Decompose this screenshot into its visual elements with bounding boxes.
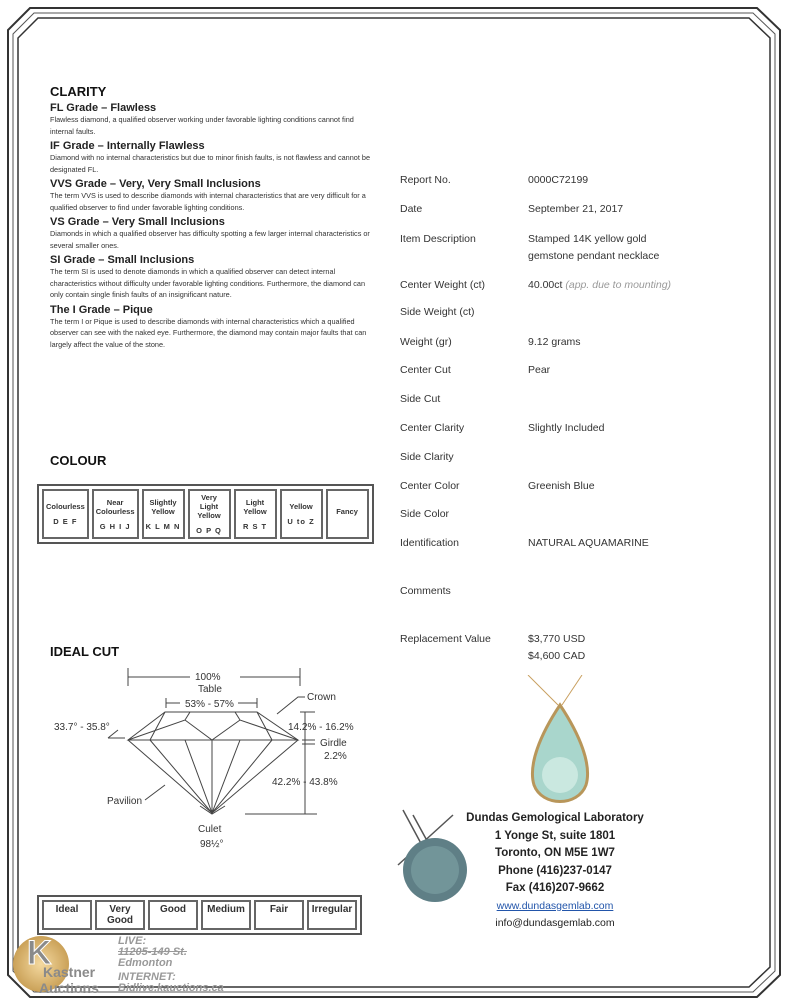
report-value-text: Stamped 14K yellow gold <box>528 233 647 245</box>
clarity-grades <box>50 102 370 350</box>
culet-value: 98½° <box>200 839 224 850</box>
cut-grade-cell: Very Good <box>95 900 145 930</box>
report-label: Center Cut <box>400 364 451 376</box>
report-value-text: 9.12 grams <box>528 336 581 348</box>
report-label: Identification <box>400 537 459 549</box>
cut-grade-cell: Ideal <box>42 900 92 930</box>
report-value <box>528 478 595 495</box>
report-value-text: Pear <box>528 364 551 376</box>
colour-name: Fancy <box>336 506 358 516</box>
logo-brand-line2: Auctions <box>39 980 99 996</box>
report-value <box>528 231 659 265</box>
lab-address2: Toronto, ON M5E 1W7 <box>495 847 615 859</box>
report-value <box>528 277 671 294</box>
colour-cell <box>326 489 369 539</box>
clarity-grade-text: The term I or Pique is used to describe diamonds with internal characteristics which a qualified observer can see with the naked eye. Furthermore, the diamond may contain major faults that can largely affect the value of the stone. <box>50 316 367 349</box>
cut-grade-cell: Good <box>148 900 198 930</box>
clarity-grade-text: The term VVS is used to describe diamonds with internal characteristics that are very difficult for a qualified observer to find under favorable lighting conditions. <box>50 191 366 212</box>
table-label: Table <box>198 684 222 695</box>
lab-email: info@dundasgemlab.com <box>495 917 615 929</box>
report-value <box>528 334 581 351</box>
clarity-grade-heading: The I Grade – Pique <box>50 303 153 316</box>
report-label: Replacement Value <box>400 633 491 645</box>
report-value-text: $3,770 USD <box>528 633 586 645</box>
colour-grades: D E F <box>53 517 78 526</box>
colour-grades: U to Z <box>287 517 315 526</box>
colour-scale-table <box>37 484 374 544</box>
clarity-grade-text: Diamonds in which a qualified observer has difficulty spotting a few larger internal characteristics or several smaller ones. <box>50 229 370 250</box>
colour-cell <box>234 489 277 539</box>
kastner-auctions-logo <box>5 934 110 1000</box>
colour-cell <box>188 489 231 539</box>
pavilion-label: Pavilion <box>107 796 143 807</box>
colour-title: COLOUR <box>50 453 107 468</box>
report-value-text: 0000C72199 <box>528 174 589 186</box>
report-value-text: September 21, 2017 <box>528 203 624 215</box>
colour-name: Light Yellow <box>243 497 267 516</box>
lab-phone: Phone (416)237-0147 <box>498 864 612 877</box>
cut-grade-cell: Irregular <box>307 900 357 930</box>
colour-name: Colourless <box>46 502 85 511</box>
crown-label: Crown <box>307 692 336 703</box>
culet-label: Culet <box>198 824 222 835</box>
clarity-grade-heading: IF Grade – Internally Flawless <box>50 140 205 152</box>
cut-grade-table <box>37 895 362 935</box>
girdle-label: Girdle <box>320 738 347 749</box>
clarity-title: CLARITY <box>50 84 107 99</box>
report-value-note: (app. due to mounting) <box>565 279 672 291</box>
live-label: LIVE: <box>118 935 147 947</box>
report-label: Report No. <box>400 174 451 186</box>
live-address2: Edmonton <box>118 957 173 969</box>
width-label: 100% <box>195 672 221 683</box>
colour-cell <box>42 489 89 539</box>
report-value-text: 40.00ct <box>528 279 563 291</box>
report-label: Comments <box>400 585 451 597</box>
pavilion-depth: 42.2% - 43.8% <box>272 777 338 788</box>
colour-grades: G H I J <box>99 521 131 531</box>
pendant-photo <box>520 675 600 815</box>
report-value-text: Slightly Included <box>528 422 605 434</box>
clarity-grade-text: The term SI is used to denote diamonds in which a qualified observer can detect internal characteristics without difficulty under favorable lighting conditions. Furthermore, the diamond can only contain single finish faults of an insignificant nature. <box>50 267 366 299</box>
report-value-text: Greenish Blue <box>528 480 595 492</box>
report-label: Side Clarity <box>400 451 454 463</box>
logo-k-icon: K <box>27 934 52 972</box>
clarity-grade-heading: FL Grade – Flawless <box>50 102 157 114</box>
colour-cell <box>280 489 323 539</box>
logo-brand-line1: Kastner <box>43 964 96 980</box>
report-label: Item Description <box>400 233 476 245</box>
report-label: Center Color <box>400 480 460 492</box>
cut-grade-cell: Fair <box>254 900 304 930</box>
report-value <box>528 172 588 189</box>
report-label: Center Weight (ct) <box>400 279 485 291</box>
report-value-text: NATURAL AQUAMARINE <box>528 537 649 549</box>
clarity-grade-text: Flawless diamond, a qualified observer working under favorable lighting conditions cannot find internal faults. <box>50 115 354 136</box>
ideal-cut-title: IDEAL CUT <box>50 644 120 659</box>
clarity-grade-heading: SI Grade – Small Inclusions <box>50 254 195 266</box>
internet-label: INTERNET: <box>118 971 176 983</box>
report-value-line2: gemstone pendant necklace <box>528 250 660 262</box>
report-label: Weight (gr) <box>400 336 452 348</box>
report-label: Date <box>400 203 423 215</box>
report-value-line2: $4,600 CAD <box>528 650 586 662</box>
girdle-value: 2.2% <box>324 751 347 762</box>
lab-website-link[interactable]: www.dundasgemlab.com <box>496 899 614 912</box>
clarity-section <box>50 84 370 350</box>
colour-name: Yellow <box>289 502 313 511</box>
live-address1: 11205-149 St. <box>118 946 187 958</box>
colour-cell <box>142 489 185 539</box>
report-label: Center Clarity <box>400 422 465 434</box>
cut-grade-cell: Medium <box>201 900 251 930</box>
table-value: 53% - 57% <box>185 699 234 710</box>
colour-name: Near Colourless <box>95 497 135 516</box>
colour-grades: O P Q <box>196 526 222 535</box>
report-label: Side Cut <box>400 393 441 405</box>
auction-watermark-text <box>118 936 224 994</box>
colour-name: Very Light Yellow <box>197 493 221 520</box>
clarity-grade-heading: VS Grade – Very Small Inclusions <box>50 216 225 228</box>
crown-angle: 33.7° - 35.8° <box>54 722 110 733</box>
lab-website <box>455 898 655 916</box>
report-value <box>528 201 623 218</box>
report-value <box>528 535 649 552</box>
colour-grades: R S T <box>242 521 268 531</box>
diamond-cut-diagram <box>40 660 380 852</box>
report-label: Side Weight (ct) <box>400 306 475 318</box>
colour-cell <box>92 489 139 539</box>
lab-name: Dundas Gemological Laboratory <box>466 812 644 824</box>
lab-info <box>455 810 655 933</box>
lab-fax: Fax (416)207-9662 <box>505 882 605 894</box>
report-value <box>528 420 604 437</box>
lab-address1: 1 Yonge St, suite 1801 <box>494 829 616 842</box>
clarity-grade-text: Diamond with no internal characteristics but due to minor finish faults, is not flawless and cannot be designated FL. <box>50 153 371 174</box>
internet-url: Bidlive.kauctions.ca <box>118 982 224 994</box>
clarity-grade-heading: VVS Grade – Very, Very Small Inclusions <box>50 178 261 190</box>
report-value <box>528 631 585 665</box>
report-value <box>528 362 550 379</box>
crown-height: 14.2% - 16.2% <box>288 722 354 733</box>
colour-grades: K L M N <box>145 521 181 531</box>
report-label: Side Color <box>400 508 450 520</box>
colour-name: Slightly Yellow <box>149 497 177 516</box>
